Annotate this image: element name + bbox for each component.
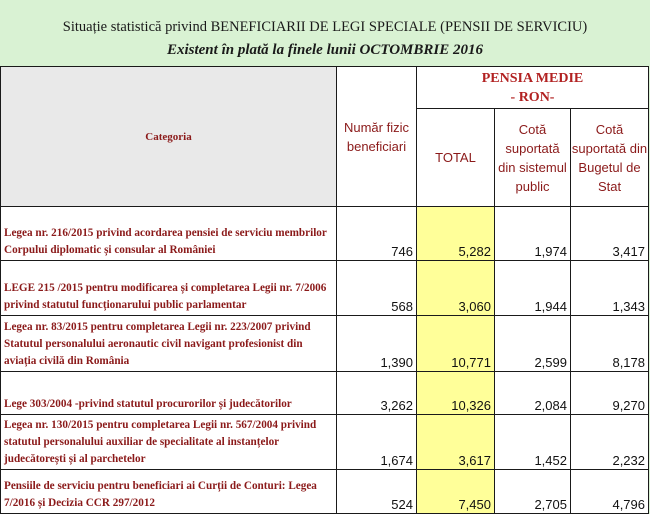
header-cota-public: Cotă suportată din sistemul public [495, 109, 571, 207]
row-categoria: Legea nr. 216/2015 privind acordarea pensiei de serviciu membrilor Corpului diplomatic și consular al României [1, 207, 337, 261]
row-stat: 8,178 [571, 316, 649, 372]
row-total: 5,282 [417, 207, 495, 261]
row-categoria: Legea nr. 130/2015 pentru completarea Legii nr. 567/2004 privind statutul personalului auxiliar de specialitate al instanțelor judecătorești și al parchetelor [1, 415, 337, 470]
row-total: 7,450 [417, 470, 495, 514]
table-row [1, 207, 649, 261]
row-numar: 524 [337, 470, 417, 514]
row-stat: 9,270 [571, 372, 649, 415]
row-public: 1,944 [495, 261, 571, 316]
header-numar-beneficiari: Număr fizic beneficiari [337, 67, 417, 207]
table-row [1, 372, 649, 415]
row-categoria: LEGE 215 /2015 pentru modificarea și completarea Legii nr. 7/2006 privind statutul funcționarului public parlamentar [1, 261, 337, 316]
header-cota-stat: Cotă suportată din Bugetul de Stat [571, 109, 649, 207]
row-categoria: Pensiile de serviciu pentru beneficiari ai Curții de Conturi: Legea 7/2016 și Decizia CCR 297/2012 [1, 470, 337, 514]
table-row [1, 261, 649, 316]
row-stat: 4,796 [571, 470, 649, 514]
header-total: TOTAL [417, 109, 495, 207]
table-row [1, 316, 649, 372]
row-numar: 568 [337, 261, 417, 316]
header-pensia-medie [417, 67, 649, 109]
document-title: Situație statistică privind BENEFICIARII DE LEGI SPECIALE (PENSII DE SERVICIU) [62, 19, 588, 35]
row-stat: 3,417 [571, 207, 649, 261]
row-stat: 2,232 [571, 415, 649, 470]
row-categoria: Lege 303/2004 -privind statutul procurorilor și judecătorilor [1, 372, 337, 415]
table-row [1, 470, 649, 514]
row-total: 10,771 [417, 316, 495, 372]
row-public: 1,452 [495, 415, 571, 470]
row-total: 10,326 [417, 372, 495, 415]
row-numar: 746 [337, 207, 417, 261]
row-total: 3,060 [417, 261, 495, 316]
row-stat: 1,343 [571, 261, 649, 316]
row-numar: 3,262 [337, 372, 417, 415]
ron-label: - RON- [510, 89, 555, 105]
header-categoria: Categoria [1, 67, 337, 207]
document-subtitle: Existent în plată la finele lunii OCTOMBRIE 2016 [166, 42, 484, 58]
row-public: 2,084 [495, 372, 571, 415]
row-public: 2,705 [495, 470, 571, 514]
table-row [1, 415, 649, 470]
document-header [0, 0, 650, 66]
beneficiaries-table [0, 66, 649, 514]
row-numar: 1,674 [337, 415, 417, 470]
row-public: 1,974 [495, 207, 571, 261]
row-total: 3,617 [417, 415, 495, 470]
row-categoria: Legea nr. 83/2015 pentru completarea Legii nr. 223/2007 privind Statutul personalului aeronautic civil navigant profesionist din aviația civilă din România [1, 316, 337, 372]
row-numar: 1,390 [337, 316, 417, 372]
pensia-medie-label: PENSIA MEDIE [481, 70, 584, 86]
row-public: 2,599 [495, 316, 571, 372]
